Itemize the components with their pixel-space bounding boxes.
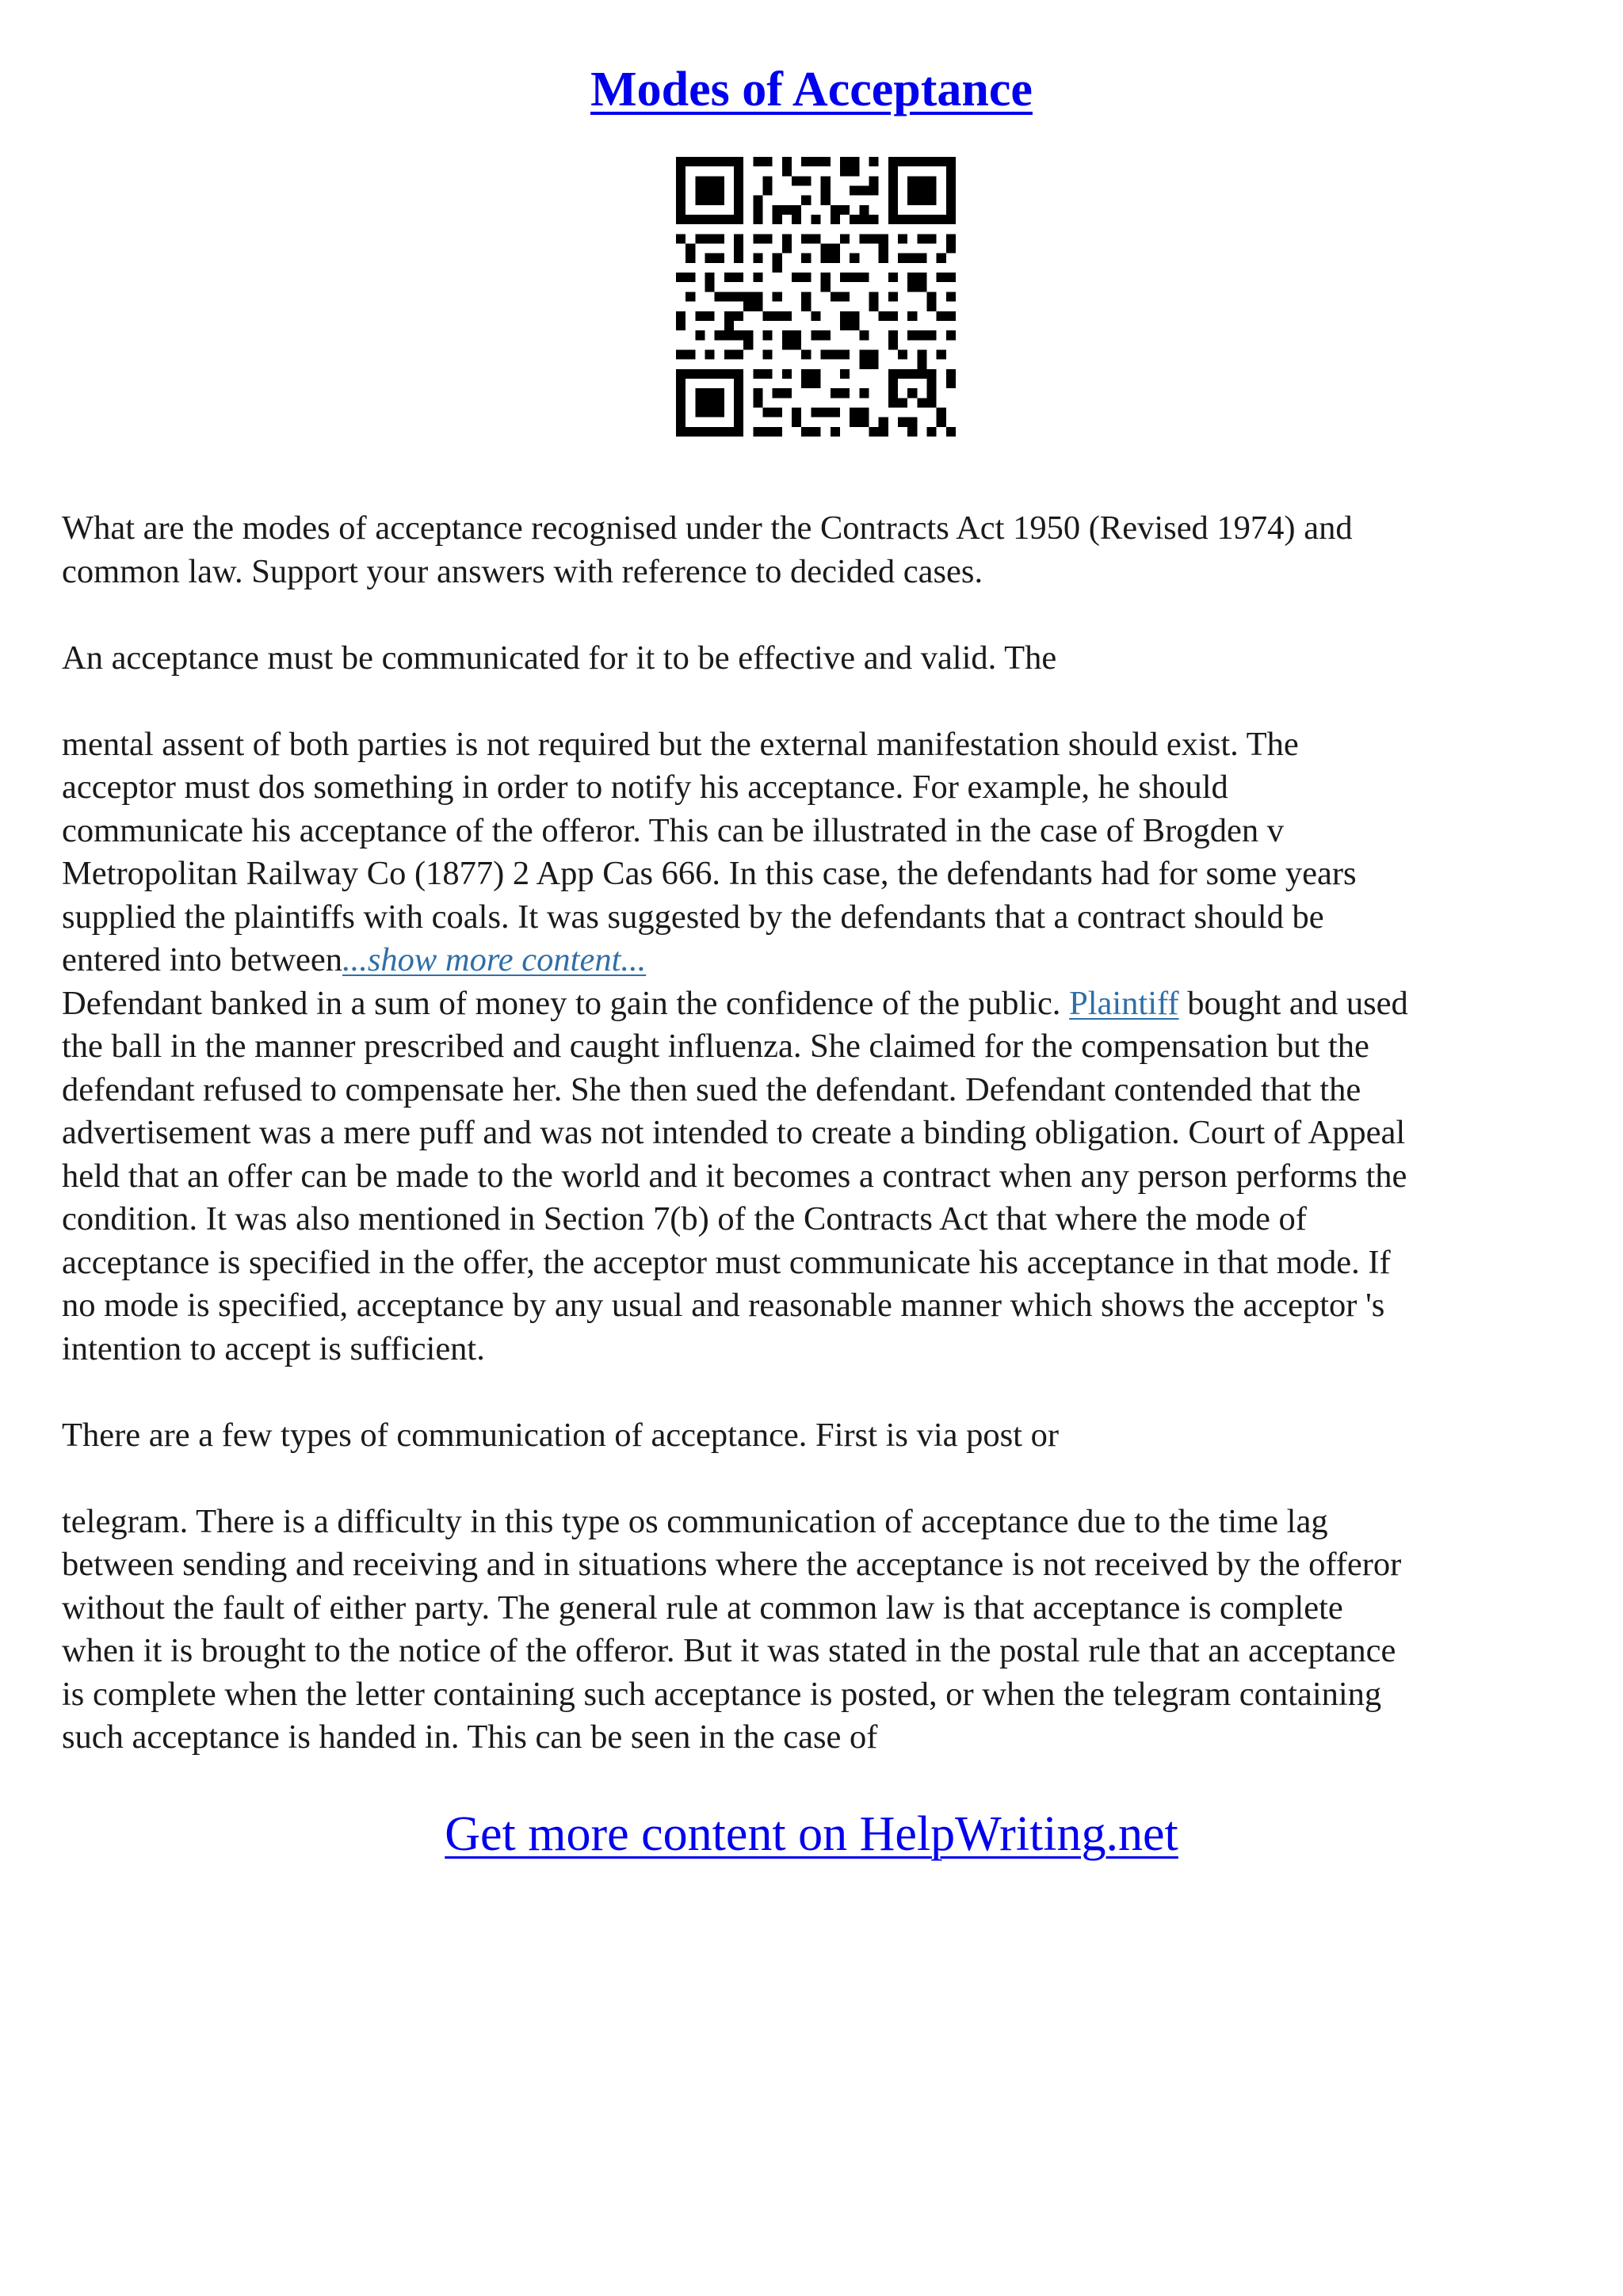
paragraph-line: the ball in the manner prescribed and caught influenza. She claimed for the compensation but the xyxy=(62,1028,1369,1065)
paragraph-line: supplied the plaintiffs with coals. It was suggested by the defendants that a contract should be xyxy=(62,898,1324,936)
plaintiff-link[interactable]: Plaintiff xyxy=(1069,984,1179,1022)
page-title xyxy=(0,59,1623,120)
paragraph-line xyxy=(62,982,1568,1026)
qr-code-icon xyxy=(676,157,956,437)
paragraph-line: There are a few types of communication of acceptance. First is via post or xyxy=(62,1416,1060,1454)
show-more-link[interactable]: ...show more content... xyxy=(342,941,647,978)
paragraph-text: entered into between xyxy=(62,941,343,978)
paragraph-line: when it is brought to the notice of the offeror. But it was stated in the postal rule that an acceptance xyxy=(62,1632,1396,1669)
paragraph-line: is complete when the letter containing such acceptance is posted, or when the telegram containing xyxy=(62,1675,1382,1713)
paragraph-line: Metropolitan Railway Co (1877) 2 App Cas 666. In this case, the defendants had for some years xyxy=(62,855,1357,892)
paragraph-line: An acceptance must be communicated for it to be effective and valid. The xyxy=(62,639,1057,677)
paragraph-line: held that an offer can be made to the world and it becomes a contract when any person performs the xyxy=(62,1157,1407,1195)
paragraph-text: bought and used xyxy=(1178,984,1408,1022)
paragraph-line: mental assent of both parties is not required but the external manifestation should exist. The xyxy=(62,725,1299,763)
helpwriting-link[interactable]: Get more content on HelpWriting.net xyxy=(445,1807,1178,1861)
paragraph-line: intention to accept is sufficient. xyxy=(62,1329,485,1367)
footer xyxy=(0,1803,1623,1865)
paragraph-text: Defendant banked in a sum of money to gain the confidence of the public. xyxy=(62,984,1070,1022)
paragraph-line: without the fault of either party. The general rule at common law is that acceptance is complete xyxy=(62,1589,1343,1627)
question-line: common law. Support your answers with reference to decided cases. xyxy=(62,552,983,590)
paragraph-line: condition. It was also mentioned in Section 7(b) of the Contracts Act that where the mode of xyxy=(62,1200,1307,1238)
paragraph-line: acceptor must dos something in order to notify his acceptance. For example, he should xyxy=(62,769,1228,806)
question-line: What are the modes of acceptance recognised under the Contracts Act 1950 (Revised 1974) and xyxy=(62,509,1353,547)
paragraph-line: acceptance is specified in the offer, the acceptor must communicate his acceptance in that mode. If xyxy=(62,1243,1391,1281)
paragraph-line: between sending and receiving and in situations where the acceptance is not received by the offeror xyxy=(62,1546,1402,1583)
paragraph-line: telegram. There is a difficulty in this type os communication of acceptance due to the time lag xyxy=(62,1502,1328,1540)
paragraph-line: defendant refused to compensate her. She then sued the defendant. Defendant contended that the xyxy=(62,1070,1361,1108)
paragraph-line: no mode is specified, acceptance by any usual and reasonable manner which shows the acceptor 's xyxy=(62,1287,1385,1324)
essay-body xyxy=(62,507,1568,1760)
paragraph-line: advertisement was a mere puff and was not intended to create a binding obligation. Court of Appeal xyxy=(62,1114,1406,1151)
title-link[interactable]: Modes of Acceptance xyxy=(590,63,1033,116)
paragraph-line: communicate his acceptance of the offeror. This can be illustrated in the case of Brogden v xyxy=(62,811,1285,849)
paragraph-line: such acceptance is handed in. This can be seen in the case of xyxy=(62,1718,878,1756)
paragraph-line xyxy=(62,939,1568,982)
